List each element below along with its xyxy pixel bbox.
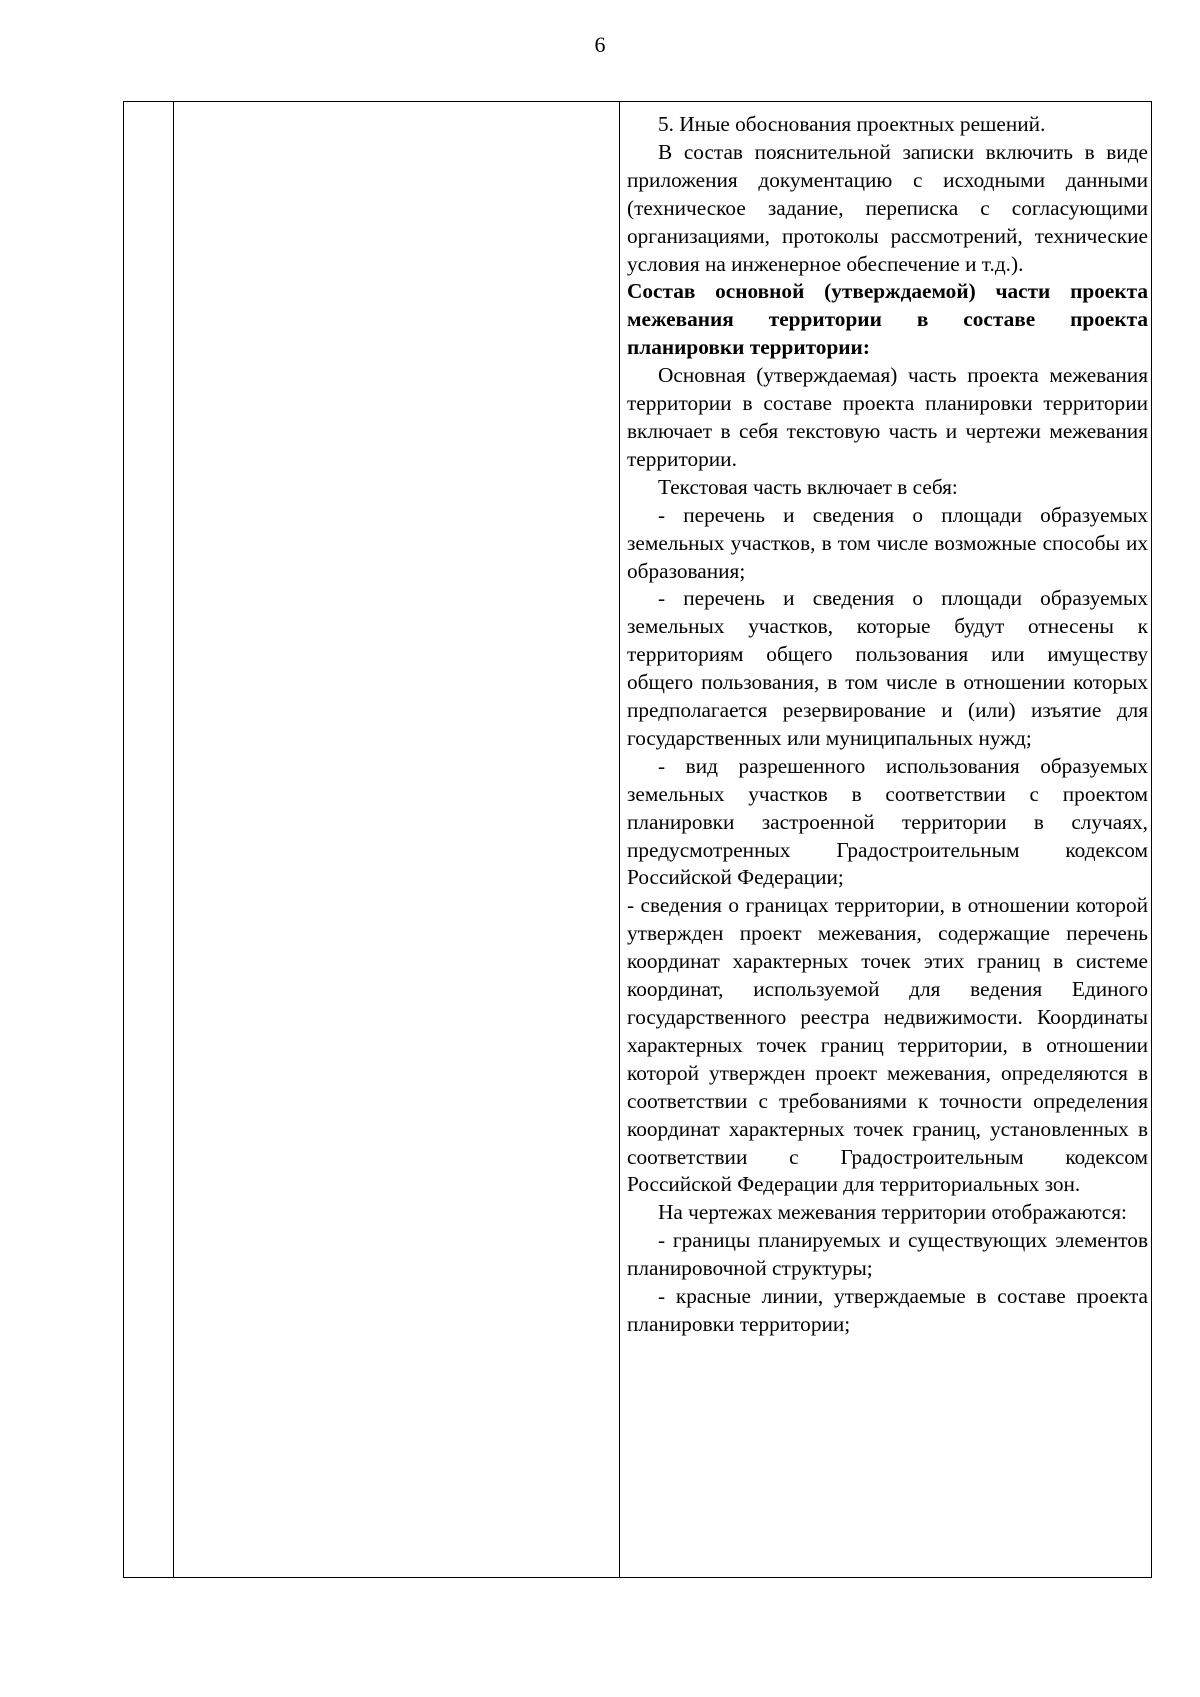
- paragraph-main-part: Основная (утверждаемая) часть проекта межевания территории в составе проекта планировки территории включает в себя текстовую часть и чертежи межевания территории.: [627, 363, 1148, 471]
- list-item: - красные линии, утверждаемые в составе проекта планировки территории;: [627, 1284, 1148, 1336]
- paragraph-explanatory-note: В состав пояснительной записки включить в виде приложения документацию с исходными данными (техническое задание, переписка с согласующими организациями, протоколы рассмотрений, технические условия на инженерное обеспечение и т.д.).: [627, 139, 1148, 276]
- list-item: - перечень и сведения о площади образуемых земельных участков, в том числе возможные способы их образования;: [627, 502, 1148, 583]
- list-item: - сведения о границах территории, в отношении которой утвержден проект межевания, содержащие перечень координат характерных точек этих границ в системе координат, используемой для ведения Единого государственного реестра недвижимости. Координаты характерных точек границ территории, в отношении которой утвержден проект межевания, определяются в соответствии с требованиями к точности определения координат характерных точек границ, установленных в соответствии с Градостроительным кодексом Российской Федерации для территориальных зон.: [627, 893, 1148, 1197]
- column-divider-2: [619, 102, 620, 1577]
- paragraph-drawings-intro: На чертежах межевания территории отображаются:: [658, 1200, 1127, 1225]
- paragraph-other-justifications: 5. Иные обоснования проектных решений.: [658, 112, 1046, 136]
- list-item: - границы планируемых и существующих элементов планировочной структуры;: [627, 1228, 1148, 1281]
- list-item: - перечень и сведения о площади образуемых земельных участков, которые будут отнесены к территориям общего пользования или имуществу общего пользования, в том числе в отношении которых предполагается резервирование и (или) изъятие для государственных или муниципальных нужд;: [627, 586, 1148, 750]
- text-cell: [627, 111, 1148, 1339]
- page-number: 6: [594, 32, 606, 57]
- section-heading: Состав основной (утверждаемой) части проекта межевания территории в составе проекта планировки территории:: [627, 279, 1148, 360]
- list-item: - вид разрешенного использования образуемых земельных участков в соответствии с проектом планировки застроенной территории в случаях, предусмотренных Градостроительным кодексом Российской Федерации;: [627, 753, 1148, 890]
- paragraph-text-part-intro: Текстовая часть включает в себя:: [658, 474, 958, 499]
- document-table: [123, 101, 1152, 1578]
- column-divider-1: [173, 102, 174, 1577]
